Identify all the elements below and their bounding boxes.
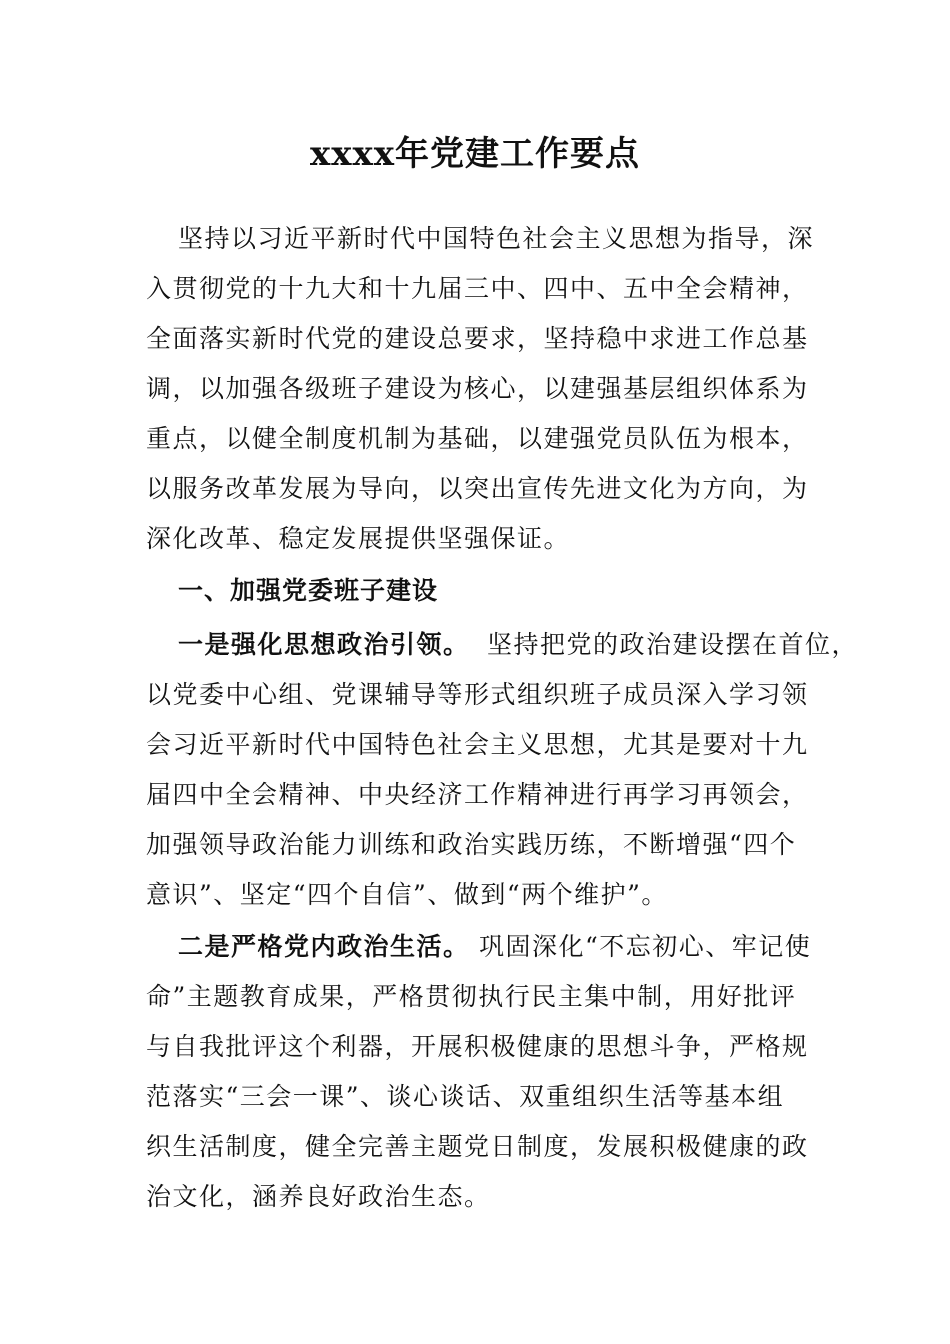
item-first-line [178,928,811,966]
item-first-line [178,626,858,664]
paragraph-line: 届四中全会精神、中央经济工作精神进行再学习再领会， [146,780,809,809]
paragraph-line: 会习近平新时代中国特色社会主义思想，尤其是要对十九 [146,730,809,759]
paragraph-line: 意识”、坚定“四个自信”、做到“两个维护”。 [146,880,668,909]
paragraph-line: 入贯彻党的十九大和十九届三中、四中、五中全会精神， [146,274,809,303]
document-title: xxxx年党建工作要点 [309,134,641,174]
paragraph-line: 织生活制度，健全完善主题党日制度，发展积极健康的政 [146,1132,809,1161]
item-text: 巩固深化“不忘初心、牢记使 [478,932,812,961]
paragraph-line: 重点，以健全制度机制为基础，以建强党员队伍为根本， [146,424,809,453]
paragraph-line: 范落实“三会一课”、谈心谈话、双重组织生活等基本组 [146,1082,785,1111]
paragraph-line: 坚持以习近平新时代中国特色社会主义思想为指导，深 [178,224,815,253]
section-heading: 一、加强党委班子建设 [178,576,439,605]
paragraph-line: 加强领导政治能力训练和政治实践历练，不断增强“四个 [146,830,797,859]
item-lead: 一是强化思想政治引领。 [178,630,470,659]
paragraph-line: 以党委中心组、党课辅导等形式组织班子成员深入学习领 [146,680,809,709]
paragraph-line: 调，以加强各级班子建设为核心，以建强基层组织体系为 [146,374,809,403]
paragraph-line: 与自我批评这个利器，开展积极健康的思想斗争，严格规 [146,1032,809,1061]
paragraph-line: 全面落实新时代党的建设总要求，坚持稳中求进工作总基 [146,324,809,353]
paragraph-line: 命”主题教育成果，严格贯彻执行民主集中制，用好批评 [146,982,797,1011]
paragraph-line: 以服务改革发展为导向，以突出宣传先进文化为方向，为 [146,474,809,503]
item-text: 坚持把党的政治建设摆在首位， [486,630,858,659]
paragraph-line: 治文化，涵养良好政治生态。 [146,1182,491,1211]
paragraph-line: 深化改革、稳定发展提供坚强保证。 [146,524,571,553]
item-lead: 二是严格党内政治生活。 [178,932,470,961]
